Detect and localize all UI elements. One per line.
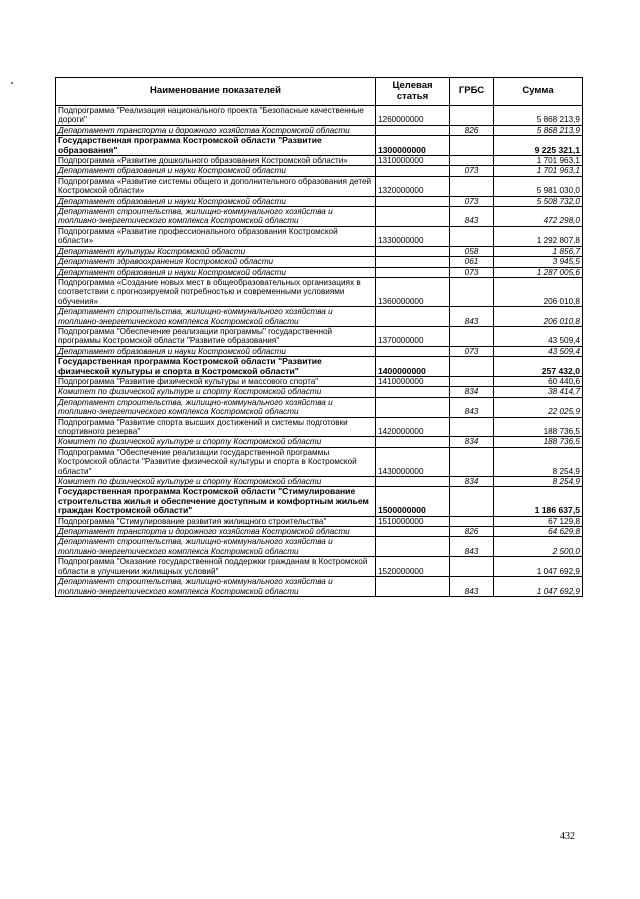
row-name: Подпрограмма «Развитие дошкольного образования Костромской области» bbox=[56, 156, 376, 166]
table-body bbox=[56, 106, 583, 597]
row-name: Департамент образования и науки Костромской области bbox=[56, 166, 376, 176]
header-sum: Сумма bbox=[494, 78, 583, 106]
row-grbs: 843 bbox=[450, 307, 494, 327]
row-name: Подпрограмма «Развитие системы общего и дополнительного образования детей Костромской области» bbox=[56, 176, 376, 196]
row-sum: 1 701 963,1 bbox=[494, 156, 583, 166]
row-grbs bbox=[450, 357, 494, 377]
row-sum: 8 254,9 bbox=[494, 447, 583, 476]
subprogram-row bbox=[56, 447, 583, 476]
page-number: 432 bbox=[560, 831, 575, 842]
row-code: 1320000000 bbox=[376, 176, 450, 196]
row-code bbox=[376, 267, 450, 277]
row-code: 1300000000 bbox=[376, 136, 450, 156]
subprogram-row bbox=[56, 277, 583, 306]
row-sum: 206 010,8 bbox=[494, 307, 583, 327]
row-code: 1360000000 bbox=[376, 277, 450, 306]
department-row bbox=[56, 246, 583, 256]
row-code bbox=[376, 246, 450, 256]
subprogram-row bbox=[56, 326, 583, 346]
department-row bbox=[56, 387, 583, 397]
row-name: Подпрограмма "Обеспечение реализации программы" государственной программы Костромской области "Развитие образования" bbox=[56, 326, 376, 346]
row-name: Подпрограмма «Развитие профессионального образования Костромской области» bbox=[56, 226, 376, 246]
row-sum: 5 868 213,9 bbox=[494, 125, 583, 135]
department-row bbox=[56, 537, 583, 557]
row-sum: 1 186 637,5 bbox=[494, 487, 583, 516]
row-name: Подпрограмма "Стимулирование развития жилищного строительства" bbox=[56, 516, 376, 526]
department-row bbox=[56, 307, 583, 327]
row-name: Департамент культуры Костромской области bbox=[56, 246, 376, 256]
row-code bbox=[376, 577, 450, 597]
subprogram-row bbox=[56, 516, 583, 526]
program-row bbox=[56, 136, 583, 156]
row-name: Подпрограмма "Обеспечение реализации государственной программы Костромской области "Развитие физической культуры и спорта в Костромской области" bbox=[56, 447, 376, 476]
row-name: Подпрограмма «Создание новых мест в общеобразовательных организациях в соответствии с прогнозируемой потребностью и современными условиями обучения» bbox=[56, 277, 376, 306]
row-sum: 60 440,6 bbox=[494, 376, 583, 386]
row-name: Департамент здравоохранения Костромской области bbox=[56, 257, 376, 267]
row-grbs: 843 bbox=[450, 537, 494, 557]
row-grbs bbox=[450, 376, 494, 386]
row-sum: 472 298,0 bbox=[494, 207, 583, 227]
row-name: Комитет по физической культуре и спорту Костромской области bbox=[56, 477, 376, 487]
row-grbs: 058 bbox=[450, 246, 494, 256]
row-code bbox=[376, 477, 450, 487]
row-sum: 64 629,8 bbox=[494, 527, 583, 537]
row-grbs: 834 bbox=[450, 477, 494, 487]
row-sum: 43 509,4 bbox=[494, 346, 583, 356]
row-name: Комитет по физической культуре и спорту Костромской области bbox=[56, 437, 376, 447]
row-code bbox=[376, 537, 450, 557]
row-sum: 22 025,9 bbox=[494, 397, 583, 417]
row-sum: 1 292 807,8 bbox=[494, 226, 583, 246]
row-grbs: 843 bbox=[450, 577, 494, 597]
department-row bbox=[56, 267, 583, 277]
row-sum: 8 254,9 bbox=[494, 477, 583, 487]
row-name: Департамент образования и науки Костромской области bbox=[56, 267, 376, 277]
row-code bbox=[376, 397, 450, 417]
row-name: Департамент транспорта и дорожного хозяйства Костромской области bbox=[56, 125, 376, 135]
subprogram-row bbox=[56, 176, 583, 196]
department-row bbox=[56, 527, 583, 537]
row-name: Государственная программа Костромской области "Развитие физической культуры и спорта в Костромской области" bbox=[56, 357, 376, 377]
row-grbs bbox=[450, 417, 494, 437]
row-grbs bbox=[450, 156, 494, 166]
row-sum: 1 287 005,6 bbox=[494, 267, 583, 277]
row-name: Государственная программа Костромской области "Развитие образования" bbox=[56, 136, 376, 156]
row-code bbox=[376, 346, 450, 356]
row-code: 1260000000 bbox=[376, 106, 450, 126]
subprogram-row bbox=[56, 376, 583, 386]
row-sum: 9 225 321,1 bbox=[494, 136, 583, 156]
row-grbs bbox=[450, 487, 494, 516]
row-sum: 1 856,7 bbox=[494, 246, 583, 256]
subprogram-row bbox=[56, 417, 583, 437]
row-grbs: 834 bbox=[450, 437, 494, 447]
row-name: Подпрограмма "Развитие физической культуры и массового спорта" bbox=[56, 376, 376, 386]
department-row bbox=[56, 196, 583, 206]
row-code bbox=[376, 527, 450, 537]
row-sum: 257 432,0 bbox=[494, 357, 583, 377]
row-code: 1520000000 bbox=[376, 557, 450, 577]
row-sum: 5 868 213,9 bbox=[494, 106, 583, 126]
program-row bbox=[56, 357, 583, 377]
row-name: Департамент строительства, жилищно-коммунального хозяйства и топливно-энергетического комплекса Костромской области bbox=[56, 307, 376, 327]
row-grbs bbox=[450, 176, 494, 196]
row-code bbox=[376, 196, 450, 206]
row-sum: 38 414,7 bbox=[494, 387, 583, 397]
row-name: Департамент образования и науки Костромской области bbox=[56, 346, 376, 356]
row-code bbox=[376, 387, 450, 397]
row-grbs: 843 bbox=[450, 207, 494, 227]
row-grbs: 061 bbox=[450, 257, 494, 267]
row-grbs bbox=[450, 447, 494, 476]
row-grbs: 843 bbox=[450, 397, 494, 417]
row-grbs: 826 bbox=[450, 527, 494, 537]
row-grbs bbox=[450, 516, 494, 526]
row-code bbox=[376, 166, 450, 176]
row-sum: 3 945,5 bbox=[494, 257, 583, 267]
row-sum: 5 981 030,0 bbox=[494, 176, 583, 196]
row-name: Департамент образования и науки Костромской области bbox=[56, 196, 376, 206]
row-grbs: 073 bbox=[450, 346, 494, 356]
row-code: 1310000000 bbox=[376, 156, 450, 166]
department-row bbox=[56, 166, 583, 176]
department-row bbox=[56, 346, 583, 356]
row-name: Департамент строительства, жилищно-коммунального хозяйства и топливно-энергетического комплекса Костромской области bbox=[56, 397, 376, 417]
row-code bbox=[376, 307, 450, 327]
header-name: Наименование показателей bbox=[56, 78, 376, 106]
row-sum: 1 047 692,9 bbox=[494, 557, 583, 577]
row-name: Подпрограмма "Реализация национального проекта "Безопасные качественные дороги" bbox=[56, 106, 376, 126]
row-grbs: 826 bbox=[450, 125, 494, 135]
row-sum: 188 736,5 bbox=[494, 437, 583, 447]
row-name: Подпрограмма "Развитие спорта высших достижений и системы подготовки спортивного резерва" bbox=[56, 417, 376, 437]
row-grbs: 073 bbox=[450, 267, 494, 277]
row-sum: 1 047 692,9 bbox=[494, 577, 583, 597]
department-row bbox=[56, 257, 583, 267]
department-row bbox=[56, 125, 583, 135]
row-code bbox=[376, 125, 450, 135]
row-grbs bbox=[450, 106, 494, 126]
header-grbs: ГРБС bbox=[450, 78, 494, 106]
department-row bbox=[56, 397, 583, 417]
row-sum: 2 500,0 bbox=[494, 537, 583, 557]
header-code: Целевая статья bbox=[376, 78, 450, 106]
row-sum: 188 736,5 bbox=[494, 417, 583, 437]
row-grbs: 073 bbox=[450, 166, 494, 176]
subprogram-row bbox=[56, 106, 583, 126]
row-name: Департамент строительства, жилищно-коммунального хозяйства и топливно-энергетического комплекса Костромской области bbox=[56, 207, 376, 227]
row-grbs bbox=[450, 326, 494, 346]
row-grbs bbox=[450, 226, 494, 246]
row-code bbox=[376, 207, 450, 227]
row-code bbox=[376, 257, 450, 267]
row-sum: 1 701 963,1 bbox=[494, 166, 583, 176]
subprogram-row bbox=[56, 156, 583, 166]
row-code bbox=[376, 437, 450, 447]
row-sum: 43 509,4 bbox=[494, 326, 583, 346]
row-code: 1500000000 bbox=[376, 487, 450, 516]
row-grbs: 834 bbox=[450, 387, 494, 397]
department-row bbox=[56, 577, 583, 597]
department-row bbox=[56, 207, 583, 227]
program-row bbox=[56, 487, 583, 516]
row-sum: 206 010,8 bbox=[494, 277, 583, 306]
row-code: 1370000000 bbox=[376, 326, 450, 346]
subprogram-row bbox=[56, 557, 583, 577]
row-code: 1510000000 bbox=[376, 516, 450, 526]
row-sum: 67 129,8 bbox=[494, 516, 583, 526]
row-grbs: 073 bbox=[450, 196, 494, 206]
row-code: 1330000000 bbox=[376, 226, 450, 246]
row-code: 1430000000 bbox=[376, 447, 450, 476]
row-name: Департамент строительства, жилищно-коммунального хозяйства и топливно-энергетического комплекса Костромской области bbox=[56, 537, 376, 557]
department-row bbox=[56, 437, 583, 447]
budget-table bbox=[55, 77, 583, 597]
row-grbs bbox=[450, 557, 494, 577]
department-row bbox=[56, 477, 583, 487]
row-code: 1420000000 bbox=[376, 417, 450, 437]
row-grbs bbox=[450, 277, 494, 306]
row-grbs bbox=[450, 136, 494, 156]
row-sum: 5 508 732,0 bbox=[494, 196, 583, 206]
row-name: Департамент транспорта и дорожного хозяйства Костромской области bbox=[56, 527, 376, 537]
row-name: Комитет по физической культуре и спорту Костромской области bbox=[56, 387, 376, 397]
subprogram-row bbox=[56, 226, 583, 246]
row-name: Государственная программа Костромской области "Стимулирование строительства жилья и обеспечение доступным и комфортным жильем граждан Костромской области" bbox=[56, 487, 376, 516]
row-name: Подпрограмма "Оказание государственной поддержки гражданам в Костромской области в улучшении жилищных условий" bbox=[56, 557, 376, 577]
row-code: 1400000000 bbox=[376, 357, 450, 377]
scan-speck bbox=[11, 82, 13, 84]
row-name: Департамент строительства, жилищно-коммунального хозяйства и топливно-энергетического комплекса Костромской области bbox=[56, 577, 376, 597]
table-header-row bbox=[56, 78, 583, 106]
row-code: 1410000000 bbox=[376, 376, 450, 386]
